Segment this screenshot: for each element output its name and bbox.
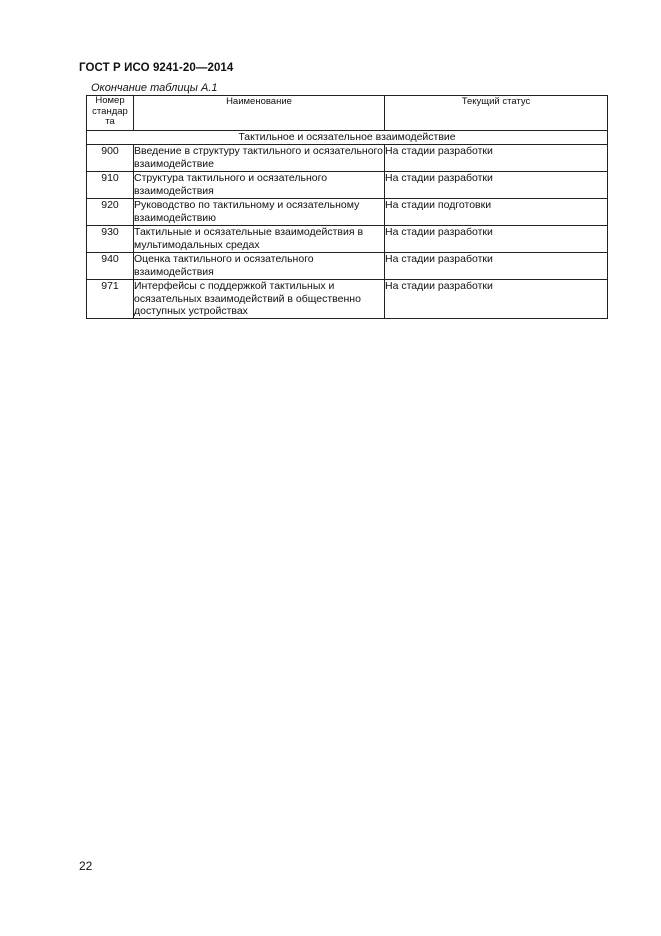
standard-status: На стадии разработки	[385, 226, 608, 253]
standards-table	[86, 95, 608, 319]
column-header-number: Номер стандар та	[87, 96, 134, 131]
table-row	[87, 199, 608, 226]
standard-number: 920	[87, 199, 134, 226]
section-title: Тактильное и осязательное взаимодействие	[87, 131, 608, 145]
table-row	[87, 145, 608, 172]
standard-number: 900	[87, 145, 134, 172]
table-header-row	[87, 96, 608, 131]
standard-name: Интерфейсы с поддержкой тактильных и осязательных взаимодействий в общественно доступных устройствах	[134, 280, 385, 319]
column-header-name: Наименование	[134, 96, 385, 131]
standard-number: 910	[87, 172, 134, 199]
table-caption: Окончание таблицы А.1	[91, 82, 218, 94]
page-number: 22	[79, 859, 93, 873]
table-row	[87, 226, 608, 253]
standard-name: Структура тактильного и осязательного взаимодействия	[134, 172, 385, 199]
section-row	[87, 131, 608, 145]
standard-number: 971	[87, 280, 134, 319]
standard-status: На стадии разработки	[385, 145, 608, 172]
table-row	[87, 253, 608, 280]
standard-status: На стадии разработки	[385, 172, 608, 199]
column-header-status: Текущий статус	[385, 96, 608, 131]
document-title: ГОСТ Р ИСО 9241-20—2014	[79, 62, 234, 74]
standard-status: На стадии подготовки	[385, 199, 608, 226]
table-row	[87, 280, 608, 319]
standard-name: Тактильные и осязательные взаимодействия в мультимодальных средах	[134, 226, 385, 253]
standard-status: На стадии разработки	[385, 253, 608, 280]
standard-number: 930	[87, 226, 134, 253]
standard-status: На стадии разработки	[385, 280, 608, 319]
standard-name: Руководство по тактильному и осязательному взаимодействию	[134, 199, 385, 226]
standard-name: Оценка тактильного и осязательного взаимодействия	[134, 253, 385, 280]
table-row	[87, 172, 608, 199]
standard-number: 940	[87, 253, 134, 280]
standard-name: Введение в структуру тактильного и осязательного взаимодействие	[134, 145, 383, 170]
